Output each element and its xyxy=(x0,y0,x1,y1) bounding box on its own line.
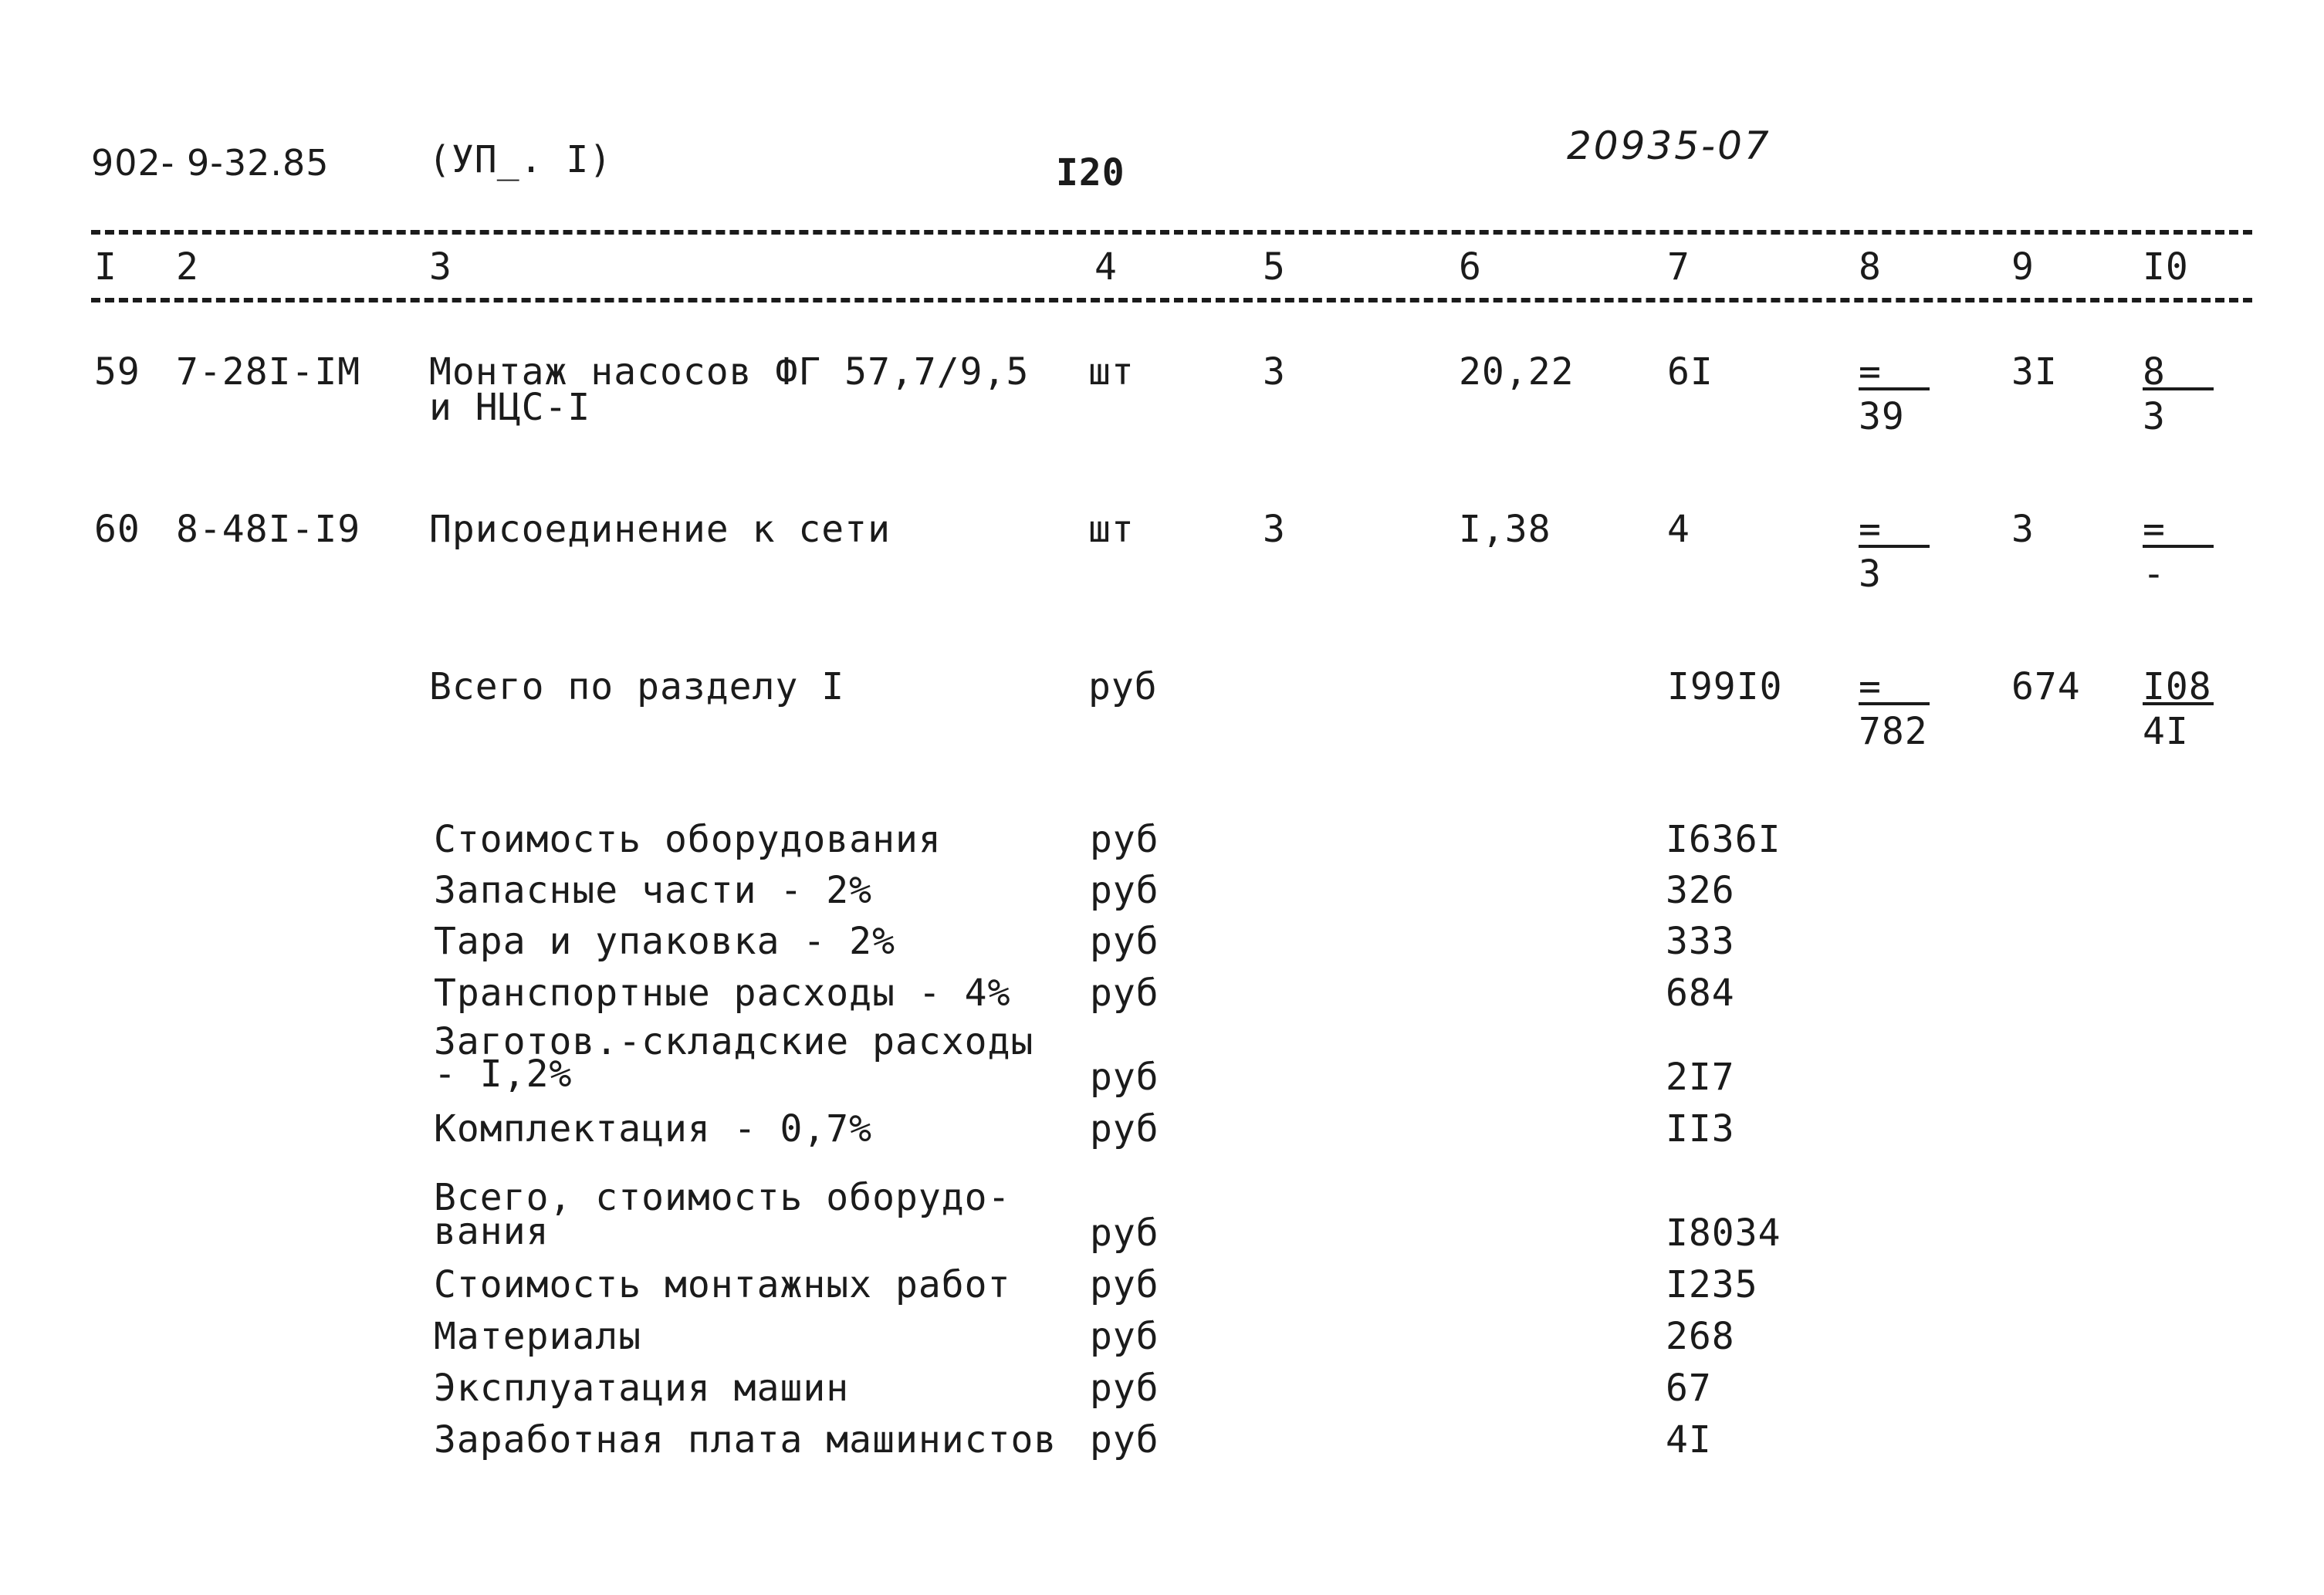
summary-label: Заработная плата машинистов xyxy=(434,1418,1057,1462)
doc-code: 902- 9-32.85 xyxy=(91,142,330,184)
summary-unit: руб xyxy=(1090,972,1159,1015)
section-total-value: I99I0 xyxy=(1667,665,1783,708)
row-qty: 3 xyxy=(1263,508,1286,551)
summary-label: Запасные части - 2% xyxy=(434,869,873,912)
summary-value: 4I xyxy=(1666,1418,1712,1462)
col-header-2: 2 xyxy=(176,245,199,289)
row-total: 4 xyxy=(1667,508,1690,551)
summary-value: 2I7 xyxy=(1666,1056,1735,1099)
col10-numerator: I08 xyxy=(2143,668,2214,705)
row-code: 7-28I-IM xyxy=(176,350,361,394)
row-col8 xyxy=(1859,508,1930,596)
summary-label: Комплектация - 0,7% xyxy=(434,1107,873,1151)
section-total-unit: руб xyxy=(1088,665,1158,708)
col-header-6: 6 xyxy=(1459,245,1482,289)
col10-denominator: 4I xyxy=(2143,710,2189,753)
row-code: 8-48I-I9 xyxy=(176,508,361,551)
col8-denominator: 782 xyxy=(1859,710,1928,753)
section-total-col8 xyxy=(1859,665,1930,753)
summary-value: 684 xyxy=(1666,972,1735,1015)
row-name: Присоединение к сети xyxy=(429,508,891,551)
row-col9: 3 xyxy=(2011,508,2035,551)
summary-value: 67 xyxy=(1666,1367,1712,1410)
row-price: 20,22 xyxy=(1459,350,1575,394)
col-header-4: 4 xyxy=(1094,245,1118,289)
summary-unit: руб xyxy=(1090,869,1159,912)
row-col10 xyxy=(2143,350,2214,438)
summary-unit: руб xyxy=(1090,1418,1159,1462)
page-number: I20 xyxy=(1056,151,1125,194)
row-col8 xyxy=(1859,350,1930,438)
stamp-number: 20935-07 xyxy=(1567,123,1771,168)
col8-denominator: 39 xyxy=(1859,395,1905,438)
header-bottom-rule xyxy=(91,298,2252,302)
summary-unit: руб xyxy=(1090,1315,1159,1358)
col10-denominator: 3 xyxy=(2143,395,2166,438)
summary-value: 326 xyxy=(1666,869,1735,912)
summary-label-line2: - I,2% xyxy=(434,1053,573,1096)
summary-value: 333 xyxy=(1666,920,1735,963)
section-total-label: Всего по разделу I xyxy=(429,665,845,708)
row-name: Монтаж насосов ФГ 57,7/9,5 xyxy=(429,350,1030,394)
col-header-8: 8 xyxy=(1859,245,1882,289)
col8-denominator: 3 xyxy=(1859,553,1882,596)
summary-label: Заготов.-складские расходы xyxy=(434,1020,1034,1063)
row-price: I,38 xyxy=(1459,508,1551,551)
section-total-col9: 674 xyxy=(2011,665,2081,708)
summary-value: I8034 xyxy=(1666,1211,1781,1255)
section-code: (УП̲. I) xyxy=(428,138,613,181)
header-top-rule xyxy=(91,230,2252,235)
row-unit: шт xyxy=(1088,350,1135,394)
col10-numerator: 8 xyxy=(2143,353,2214,390)
col10-numerator: = xyxy=(2143,511,2214,548)
col-header-3: 3 xyxy=(429,245,452,289)
col10-denominator: - xyxy=(2143,553,2166,596)
col-header-9: 9 xyxy=(2011,245,2035,289)
col-header-1: I xyxy=(94,245,117,289)
col-header-5: 5 xyxy=(1263,245,1286,289)
section-total-col10 xyxy=(2143,665,2214,753)
row-number: 60 xyxy=(94,508,140,551)
col-header-7: 7 xyxy=(1667,245,1690,289)
summary-unit: руб xyxy=(1090,1367,1159,1410)
row-col10 xyxy=(2143,508,2214,596)
row-total: 6I xyxy=(1667,350,1713,394)
summary-unit: руб xyxy=(1090,1107,1159,1151)
summary-unit: руб xyxy=(1090,1263,1159,1306)
summary-label: Материалы xyxy=(434,1315,642,1358)
col-header-10: I0 xyxy=(2143,245,2189,289)
row-number: 59 xyxy=(94,350,140,394)
col8-numerator: = xyxy=(1859,353,1930,390)
summary-label: Эксплуатация машин xyxy=(434,1367,850,1410)
summary-label: Транспортные расходы - 4% xyxy=(434,972,1011,1015)
summary-label: Всего, стоимость оборудо- xyxy=(434,1176,1011,1219)
row-unit: шт xyxy=(1088,508,1135,551)
summary-unit: руб xyxy=(1090,1056,1159,1099)
summary-label-line2: вания xyxy=(434,1210,550,1253)
row-name-line2: и НЦС-I xyxy=(429,386,591,429)
summary-value: 268 xyxy=(1666,1315,1735,1358)
col8-numerator: = xyxy=(1859,511,1930,548)
summary-label: Стоимость монтажных работ xyxy=(434,1263,1011,1306)
row-col9: 3I xyxy=(2011,350,2058,394)
summary-value: II3 xyxy=(1666,1107,1735,1151)
summary-value: I636I xyxy=(1666,818,1781,861)
col8-numerator: = xyxy=(1859,668,1930,705)
summary-label: Тара и упаковка - 2% xyxy=(434,920,895,963)
summary-value: I235 xyxy=(1666,1263,1758,1306)
summary-label: Стоимость оборудования xyxy=(434,818,942,861)
summary-unit: руб xyxy=(1090,920,1159,963)
summary-unit: руб xyxy=(1090,818,1159,861)
row-qty: 3 xyxy=(1263,350,1286,394)
summary-unit: руб xyxy=(1090,1211,1159,1255)
